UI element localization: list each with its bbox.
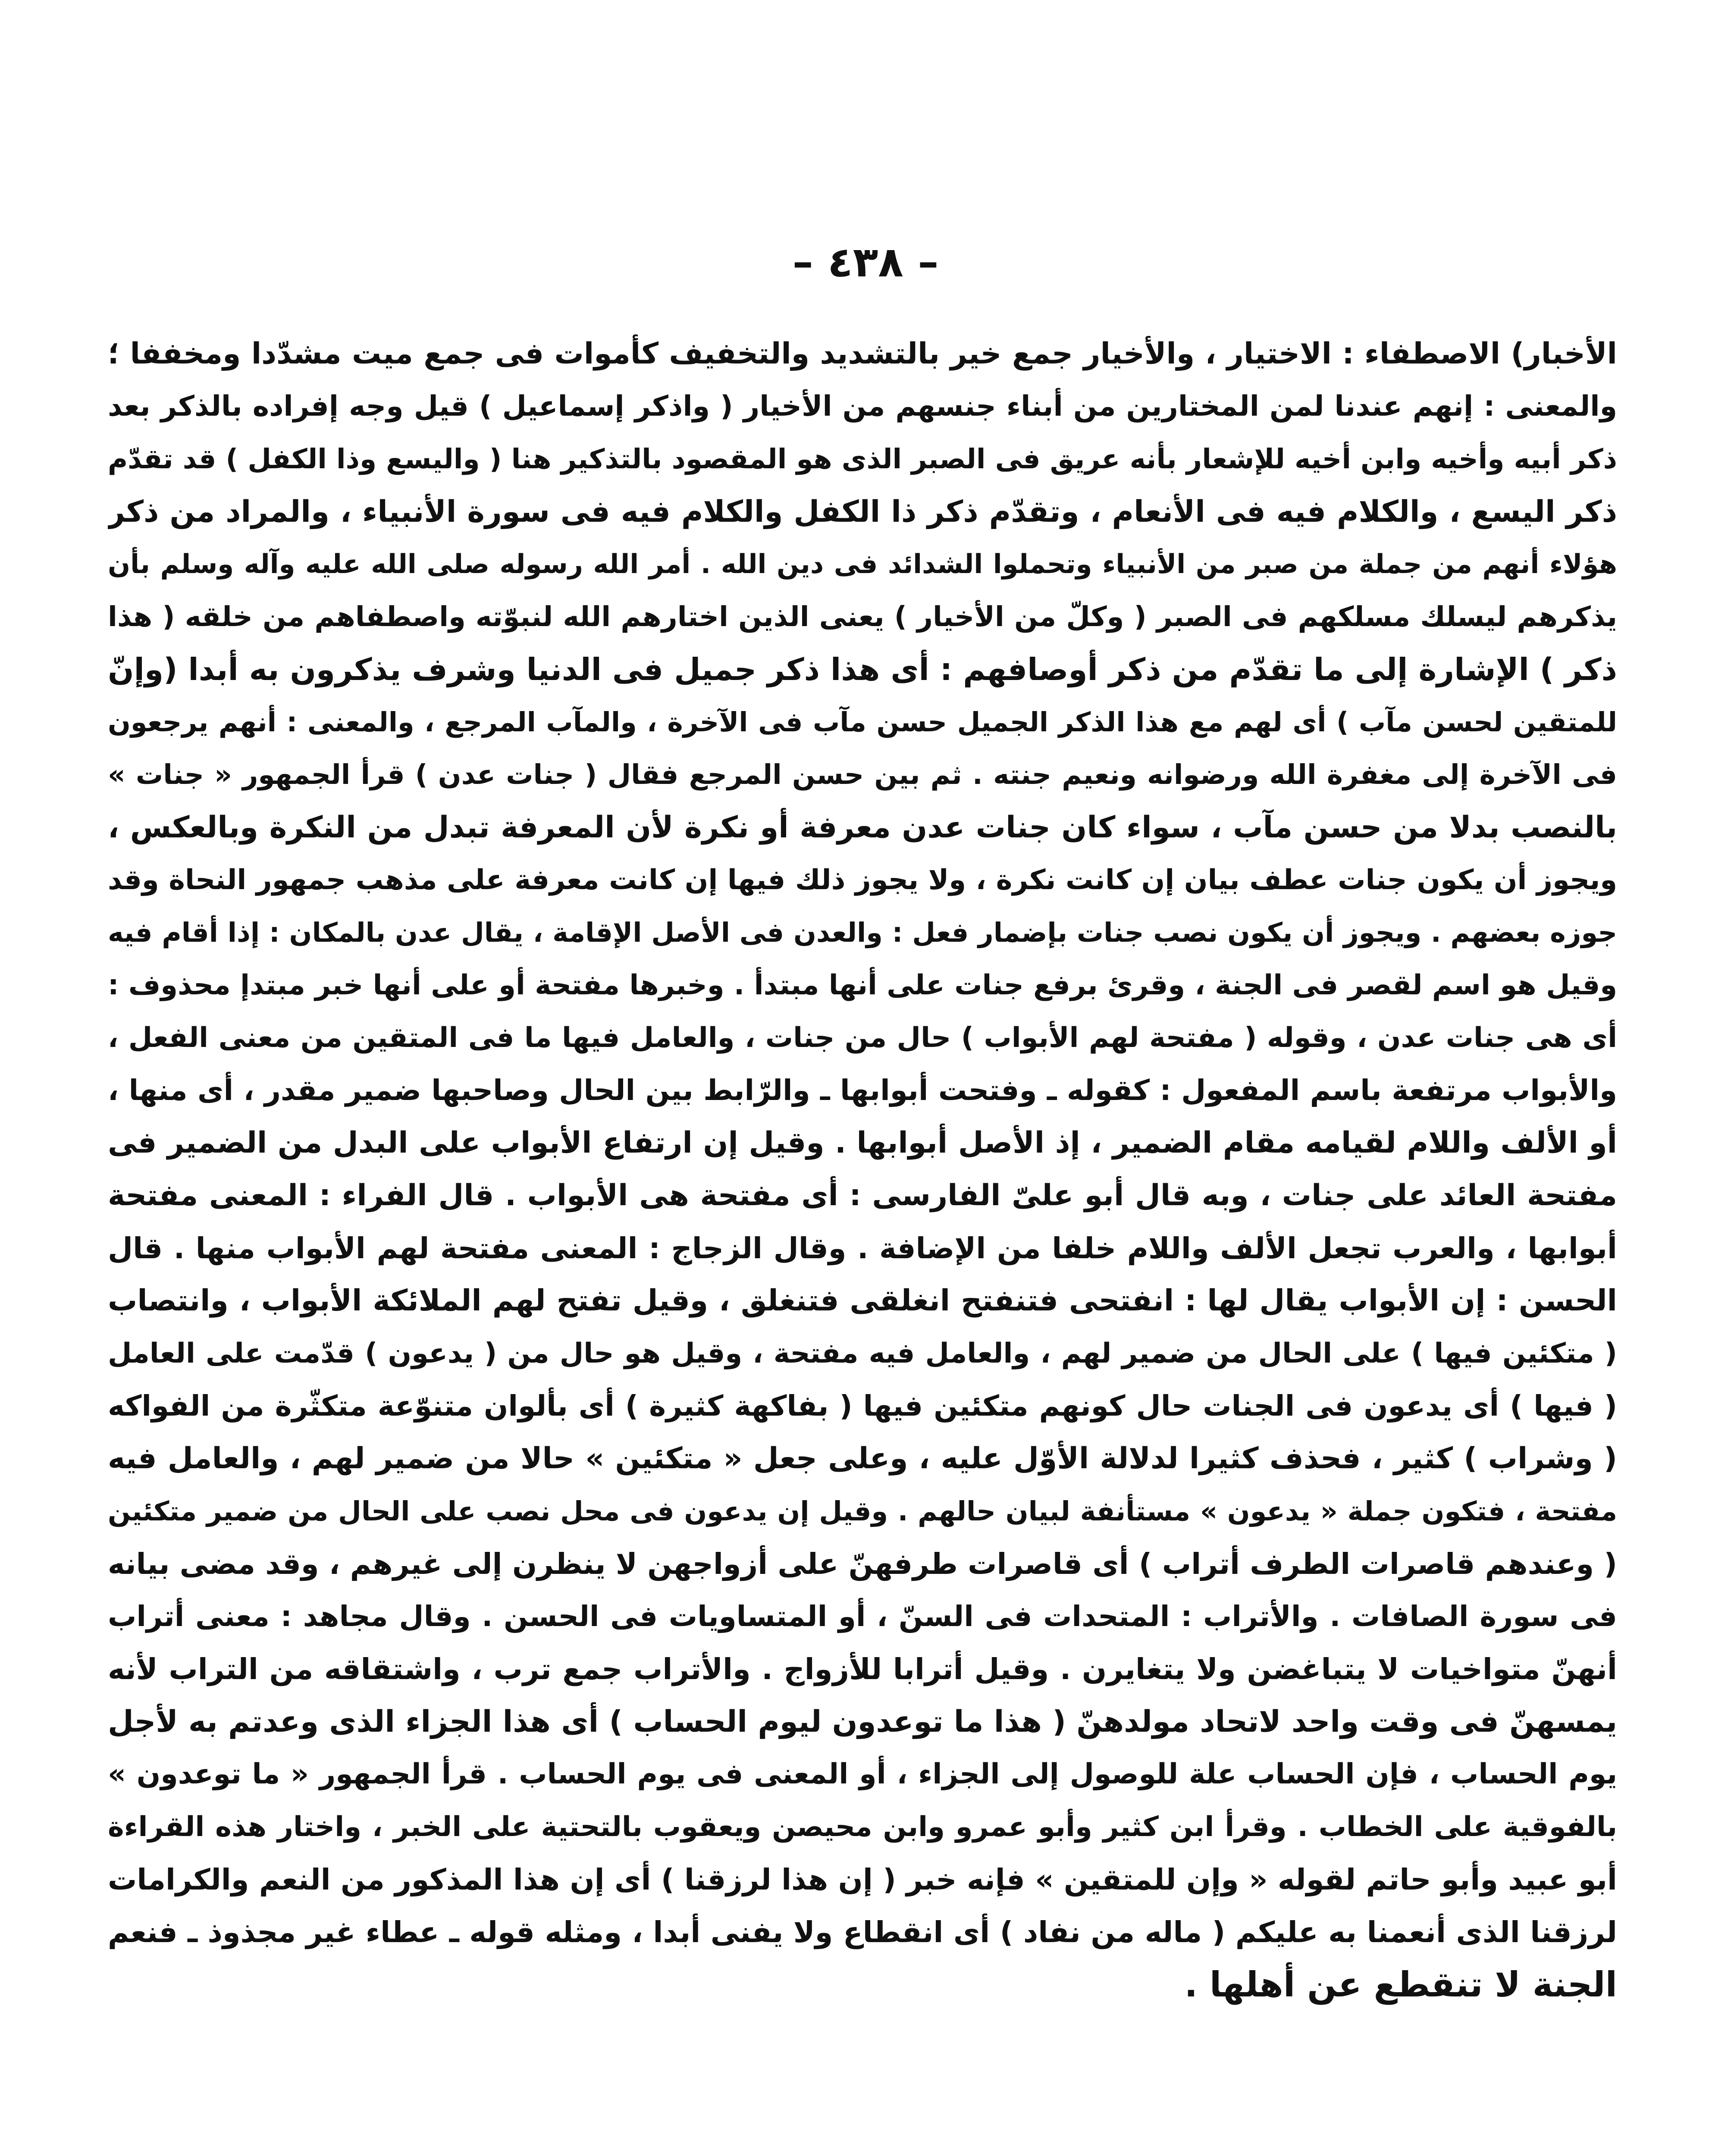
- text-line: أو الألف واللام لقيامه مقام الضمير ، إذ الأصل أبوابها . وقيل إن ارتفاع الأبواب على البدل من الضمير فى: [108, 1126, 1617, 1160]
- text-line: جوزه بعضهم . ويجوز أن يكون نصب جنات بإضمار فعل : والعدن فى الأصل الإقامة ، يقال عدن بالمكان : إذا أقام فيه: [108, 917, 1617, 948]
- text-line: ذكر أبيه وأخيه وابن أخيه للإشعار بأنه عريق فى الصبر الذى هو المقصود بالتذكير هنا ( واليسع وذا الكفل ) قد تقدّم: [108, 443, 1617, 475]
- text-line: لرزقنا الذى أنعمنا به عليكم ( ماله من نفاد ) أى انقطاع ولا يفنى أبدا ، ومثله قوله ـ عطاء غير مجذوذ ـ فنعم: [108, 1915, 1617, 1949]
- text-line: والأبواب مرتفعة باسم المفعول : كقوله ـ وفتحت أبوابها ـ والرّابط بين الحال وصاحبها ضمير مقدر ، أى منها ،: [108, 1074, 1617, 1107]
- text-line: بالفوقية على الخطاب . وقرأ ابن كثير وأبو عمرو وابن محيصن ويعقوب بالتحتية على الخبر ، واختار هذه القراءة: [108, 1811, 1617, 1843]
- text-line: ( متكئين فيها ) على الحال من ضمير لهم ، والعامل فيه مفتحة ، وقيل هو حال من ( يدعون ) قدّمت على العامل: [108, 1338, 1617, 1369]
- text-line: فى سورة الصافات . والأتراب : المتحدات فى السنّ ، أو المتساويات فى الحسن . وقال مجاهد : معنى أتراب: [108, 1600, 1617, 1633]
- text-line: والمعنى : إنهم عندنا لمن المختارين من أبناء جنسهم من الأخيار ( واذكر إسماعيل ) قيل وجه إفراده بالذكر بعد: [108, 390, 1617, 423]
- text-line: مفتحة ، فتكون جملة « يدعون » مستأنفة لبيان حالهم . وقيل إن يدعون فى محل نصب على الحال من ضمير متكئين: [108, 1495, 1617, 1527]
- body-text: [108, 328, 1617, 2011]
- text-line: الجنة لا تنقطع عن أهلها .: [1184, 1965, 1617, 2005]
- text-line: يذكرهم ليسلك مسلكهم فى الصبر ( وكلّ من الأخيار ) يعنى الذين اختارهم الله لنبوّته واصطفاهم من خلقه ( هذا: [108, 601, 1617, 633]
- text-line: أى هى جنات عدن ، وقوله ( مفتحة لهم الأبواب ) حال من جنات ، والعامل فيها ما فى المتقين من معنى الفعل ،: [108, 1022, 1617, 1054]
- text-line: أبو عبيد وأبو حاتم لقوله « وإن للمتقين » فإنه خبر ( إن هذا لرزقنا ) أى إن هذا المذكور من النعم والكرامات: [108, 1863, 1617, 1896]
- text-line: الحسن : إن الأبواب يقال لها : انفتحى فتنفتح انغلقى فتنغلق ، وقيل تفتح لهم الملائكة الأبواب ، وانتصاب: [108, 1284, 1617, 1318]
- text-line: للمتقين لحسن مآب ) أى لهم مع هذا الذكر الجميل حسن مآب فى الآخرة ، والمآب المرجع ، والمعنى : أنهم يرجعون: [108, 706, 1617, 738]
- text-line: ذكر اليسع ، والكلام فيه فى الأنعام ، وتقدّم ذكر ذا الكفل والكلام فيه فى سورة الأنبياء ، والمراد من ذكر: [108, 495, 1617, 529]
- text-line: أنهنّ متواخيات لا يتباغضن ولا يتغايرن . وقيل أترابا للأزواج . والأتراب جمع ترب ، واشتقاقه من التراب لأنه: [108, 1652, 1617, 1686]
- text-line: وقيل هو اسم لقصر فى الجنة ، وقرئ برفع جنات على أنها مبتدأ . وخبرها مفتحة أو على أنها خبر مبتدإ محذوف :: [108, 969, 1617, 1001]
- text-line: فى الآخرة إلى مغفرة الله ورضوانه ونعيم جنته . ثم بين حسن المرجع فقال ( جنات عدن ) قرأ الجمهور « جنات »: [108, 759, 1617, 790]
- text-line: بالنصب بدلا من حسن مآب ، سواء كان جنات عدن معرفة أو نكرة لأن المعرفة تبدل من النكرة وبالعكس ،: [108, 810, 1617, 845]
- page-number: – ٤٣٨ –: [792, 238, 939, 286]
- text-line: ( وشراب ) كثير ، فحذف كثيرا لدلالة الأوّل عليه ، وعلى جعل « متكئين » حالا من ضمير لهم ، والعامل فيه: [108, 1442, 1617, 1476]
- text-line: يوم الحساب ، فإن الحساب علة للوصول إلى الجزاء ، أو المعنى فى يوم الحساب . قرأ الجمهور « ما توعدون »: [108, 1758, 1617, 1790]
- text-line: يمسهنّ فى وقت واحد لاتحاد مولدهنّ ( هذا ما توعدون ليوم الحساب ) أى هذا الجزاء الذى وعدتم به لأجل: [108, 1705, 1617, 1739]
- text-line: أبوابها ، والعرب تجعل الألف واللام خلفا من الإضافة . وقال الزجاج : المعنى مفتحة لهم الأبواب منها . قال: [108, 1232, 1617, 1265]
- text-line: ( وعندهم قاصرات الطرف أتراب ) أى قاصرات طرفهنّ على أزواجهن لا ينظرن إلى غيرهم ، وقد مضى بيانه: [108, 1547, 1617, 1581]
- text-line: ذكر ) الإشارة إلى ما تقدّم من ذكر أوصافهم : أى هذا ذكر جميل فى الدنيا وشرف يذكرون به أبدا (وإنّ: [108, 652, 1617, 687]
- text-line: مفتحة العائد على جنات ، وبه قال أبو علىّ الفارسى : أى مفتحة هى الأبواب . قال الفراء : المعنى مفتحة: [108, 1178, 1617, 1213]
- text-line: هؤلاء أنهم من جملة من صبر من الأنبياء وتحملوا الشدائد فى دين الله . أمر الله رسوله صلى الله عليه وآله وسلم بأن: [108, 549, 1617, 580]
- text-line: ( فيها ) أى يدعون فى الجنات حال كونهم متكئين فيها ( بفاكهة كثيرة ) أى بألوان متنوّعة متكثّرة من الفواكه: [108, 1389, 1617, 1423]
- text-line: ويجوز أن يكون جنات عطف بيان إن كانت نكرة ، ولا يجوز ذلك فيها إن كانت معرفة على مذهب جمهور النحاة وقد: [108, 864, 1617, 896]
- text-line: الأخبار) الاصطفاء : الاختيار ، والأخيار جمع خير بالتشديد والتخفيف كأموات فى جمع ميت مشدّدا ومخففا ؛: [108, 337, 1617, 371]
